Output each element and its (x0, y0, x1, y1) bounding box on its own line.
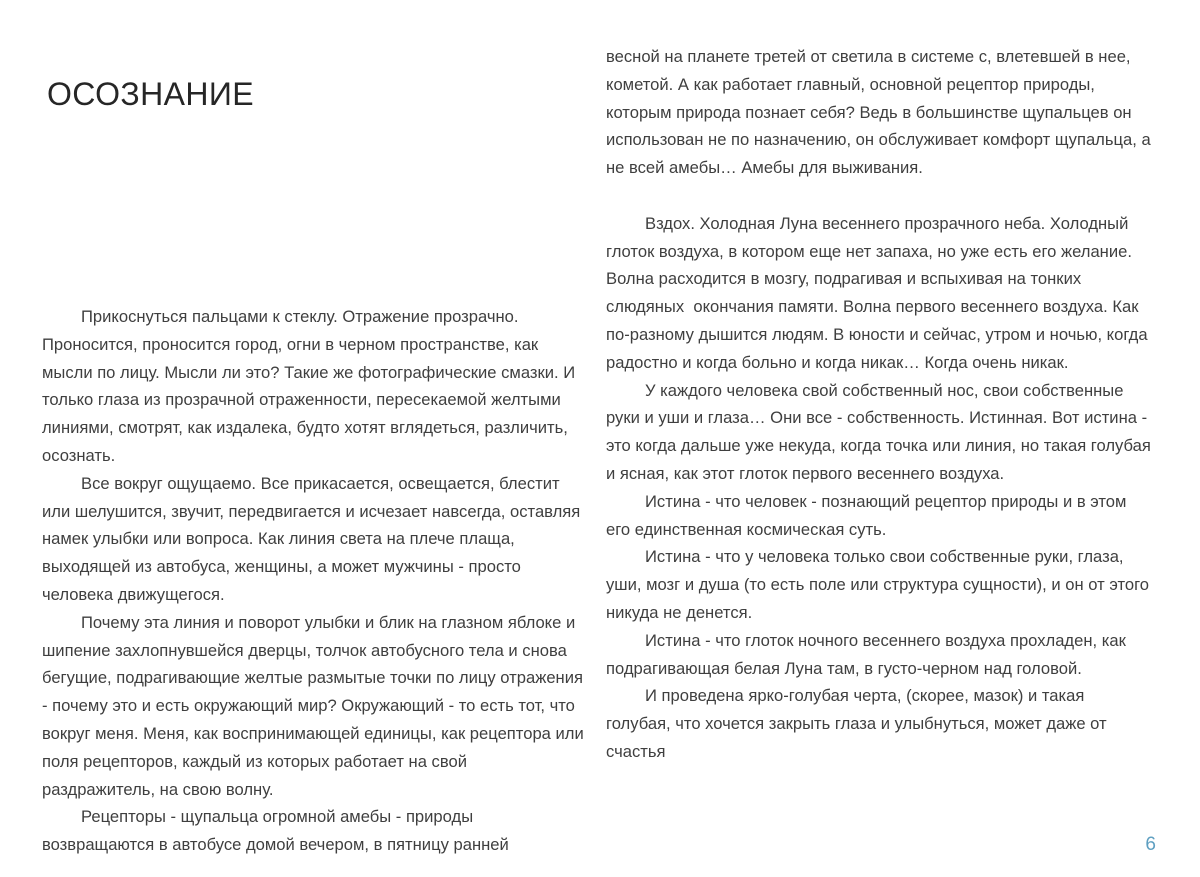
paragraph: Вздох. Холодная Луна весеннего прозрачного неба. Холодный глоток воздуха, в котором еще нет запаха, но уже есть его желание. Волна расходится в мозгу, подрагивая и вспыхивая на тонких слюдяных окончания памяти. Волна первого весеннего воздуха. Как по-разному дышится людям. В юности и сейчас, утром и ночью, когда радостно и когда больно и когда никак… Когда очень никак. (606, 213, 1153, 372)
paragraph: Почему эта линия и поворот улыбки и блик на глазном яблоке и шипение захлопнувшейся дверцы, толчок автобусного тела и снова бегущие, подрагивающие желтые размытые точки по лицу отражения - почему это и есть окружающий мир? Окружающий - то есть тот, что вокруг меня. Меня, как воспринимающей единицы, как рецептора или поля рецепторов, каждый из которых работает на свой раздражитель, на свою волну. (42, 612, 589, 799)
paragraph: Истина - что глоток ночного весеннего воздуха прохладен, как подрагивающая белая Луна там, в густо-черном над головой. (606, 630, 1131, 678)
page-title: ОСОЗНАНИЕ (47, 76, 255, 112)
paragraph: Прикоснуться пальцами к стеклу. Отражение прозрачно. Проносится, проносится город, огни в черном пространстве, как мысли по лицу. Мысли ли это? Такие же фотографические смазки. И только глаза из прозрачной отраженности, пересекаемой желтыми линиями, смотрят, как издалека, будто хотят вглядеться, различить, осознать. (42, 307, 580, 465)
paragraph: Рецепторы - щупальца огромной амебы - природы возвращаются в автобусе домой вечером, в пятницу ранней (42, 807, 509, 855)
left-text-column (42, 303, 589, 859)
paragraph: Все вокруг ощущаемо. Все прикасается, освещается, блестит или шелушится, звучит, передвигается и исчезает навсегда, оставляя намек улыбки или вопроса. Как линия света на плече плаща, выходящей из автобуса, женщины, а может мужчины - просто человека движущегося. (42, 473, 585, 604)
paragraph: весной на планете третей от светила в системе с, влетевшей в нее, кометой. А как работает главный, основной рецептор природы, которым природа познает себя? Ведь в большинстве щупальцев он использован не по назначению, он обслуживает комфорт щупальца, а не всей амебы… Амебы для выживания. (606, 47, 1156, 178)
paragraph: У каждого человека свой собственный нос, свои собственные руки и уши и глаза… Они все - собственность. Истинная. Вот истина - это когда дальше уже некуда, когда точка или линия, но такая голубая и ясная, как этот глоток первого весеннего воздуха. (606, 380, 1156, 483)
paragraph: Истина - что человек - познающий рецептор природы и в этом его единственная космическая суть. (606, 491, 1132, 539)
right-text-column (606, 43, 1156, 766)
page-number: 6 (1145, 834, 1156, 855)
paragraph: И проведена ярко-голубая черта, (скорее, мазок) и такая голубая, что хочется закрыть глаза и улыбнуться, может даже от счастья (606, 686, 1112, 761)
paragraph: Истина - что у человека только свои собственные руки, глаза, уши, мозг и душа (то есть поле или структура сущности), и он от этого никуда не денется. (606, 547, 1154, 622)
